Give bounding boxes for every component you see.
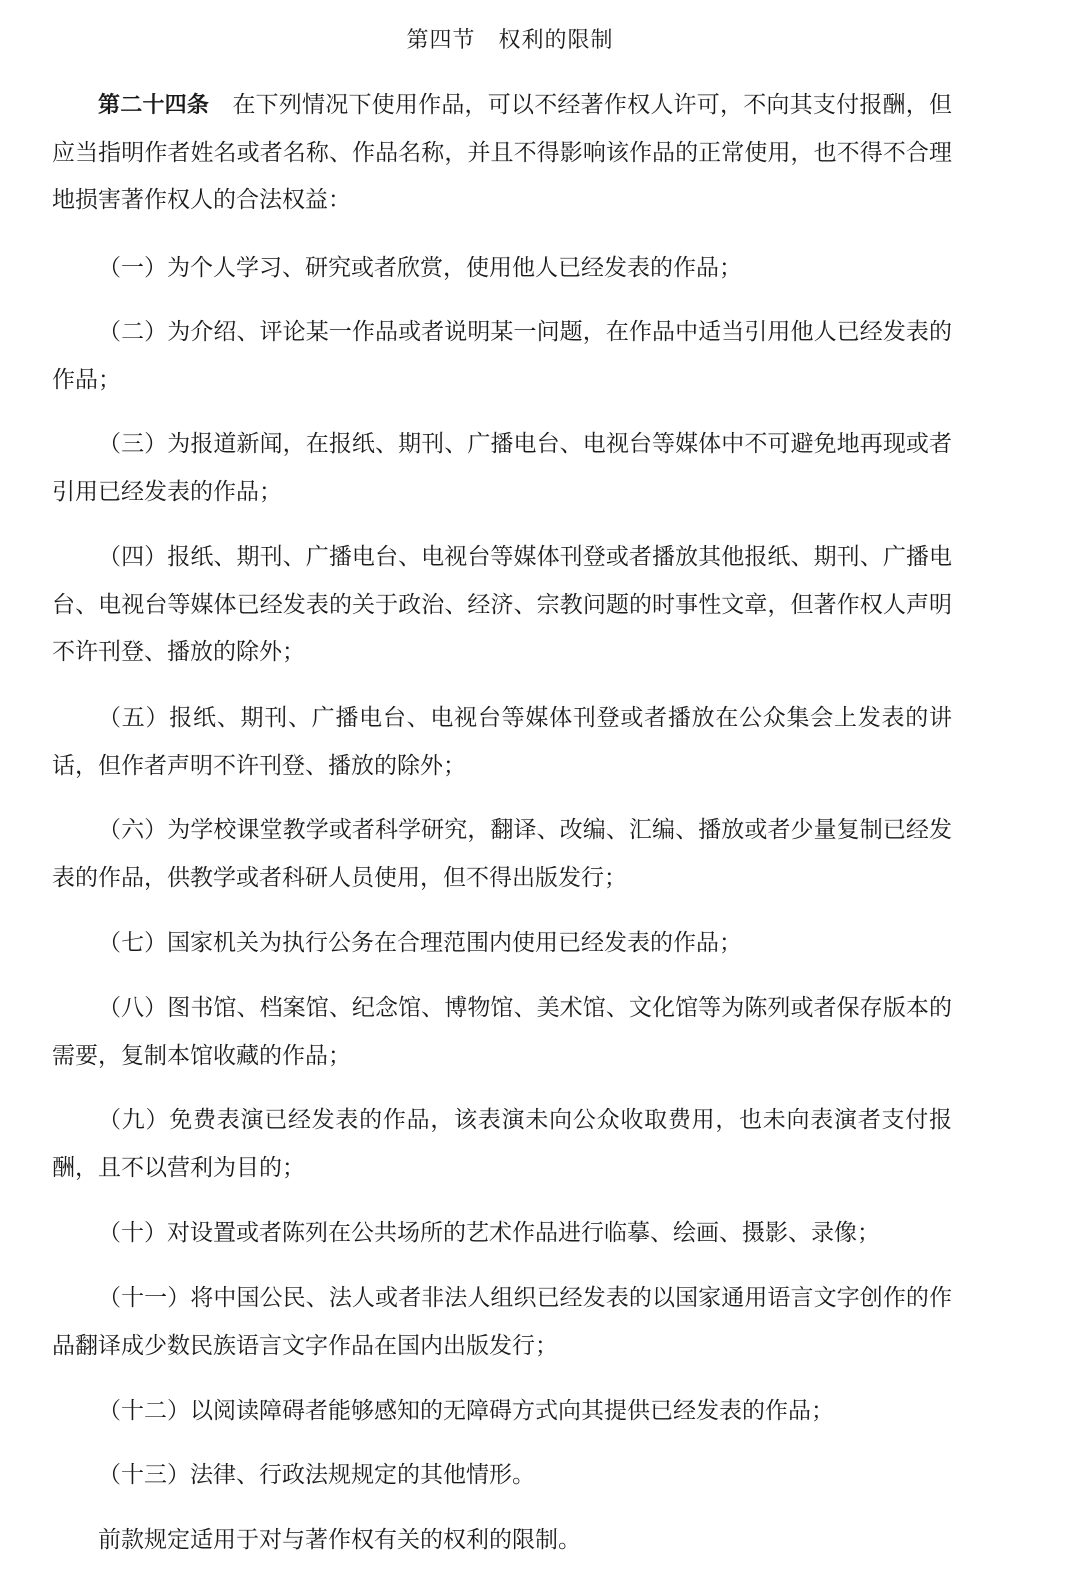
list-item-8: （八）图书馆、档案馆、纪念馆、博物馆、美术馆、文化馆等为陈列或者保存版本的需要，复制本馆收藏的作品； [52,995,952,1069]
article-number: 第二十四条 [98,93,210,118]
list-item-10: （十）对设置或者陈列在公共场所的艺术作品进行临摹、绘画、摄影、录像； [98,1220,880,1246]
list-item-4: （四）报纸、期刊、广播电台、电视台等媒体刊登或者播放其他报纸、期刊、广播电台、电视台等媒体已经发表的关于政治、经济、宗教问题的时事性文章，但著作权人声明不许刊登、播放的除外； [52,544,952,665]
list-item-5: （五）报纸、期刊、广播电台、电视台等媒体刊登或者播放在公众集会上发表的讲话，但作者声明不许刊登、播放的除外； [52,705,952,779]
closing-paragraph: 前款规定适用于对与著作权有关的权利的限制。 [98,1527,581,1553]
article-paragraph [52,82,952,225]
list-item-2: （二）为介绍、评论某一作品或者说明某一问题，在作品中适当引用他人已经发表的作品； [52,319,952,393]
list-item-3: （三）为报道新闻，在报纸、期刊、广播电台、电视台等媒体中不可避免地再现或者引用已经发表的作品； [52,431,952,505]
list-item-1: （一）为个人学习、研究或者欣赏，使用他人已经发表的作品； [98,255,742,281]
list-item-9: （九）免费表演已经发表的作品，该表演未向公众收取费用，也未向表演者支付报酬，且不以营利为目的； [52,1107,952,1181]
article-intro: 在下列情况下使用作品，可以不经著作权人许可，不向其支付报酬，但应当指明作者姓名或者名称、作品名称，并且不得影响该作品的正常使用，也不得不合理地损害著作权人的合法权益： [52,92,952,213]
section-title: 第四节 权利的限制 [406,28,614,53]
list-item-12: （十二）以阅读障碍者能够感知的无障碍方式向其提供已经发表的作品； [98,1398,834,1424]
list-item-13: （十三）法律、行政法规规定的其他情形。 [98,1462,535,1488]
list-item-7: （七）国家机关为执行公务在合理范围内使用已经发表的作品； [98,930,742,956]
list-item-11: （十一）将中国公民、法人或者非法人组织已经发表的以国家通用语言文字创作的作品翻译成少数民族语言文字作品在国内出版发行； [52,1285,952,1359]
list-item-6: （六）为学校课堂教学或者科学研究，翻译、改编、汇编、播放或者少量复制已经发表的作品，供教学或者科研人员使用，但不得出版发行； [52,817,952,891]
